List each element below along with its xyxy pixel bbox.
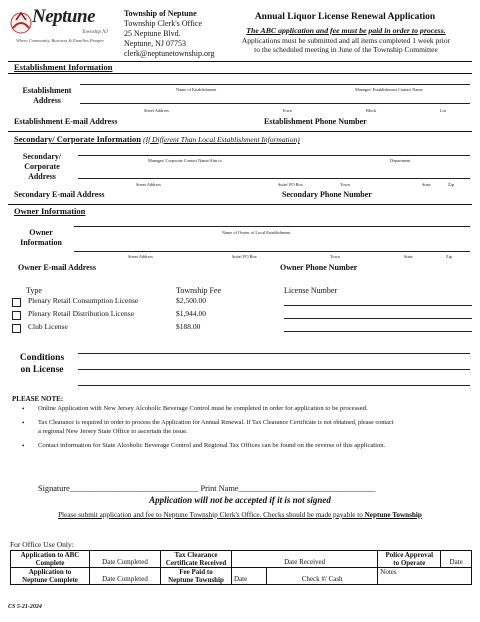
divider <box>8 73 472 74</box>
signature-warning: Application will not be accepted if it is not signed <box>149 495 331 505</box>
street: 25 Neptune Blvd. <box>124 29 181 38</box>
office-cell[interactable]: Date Completed <box>90 568 161 585</box>
office-cell[interactable]: Notes <box>378 568 472 585</box>
sec-address-label: Secondary/ Corporate Address <box>22 152 62 181</box>
owner-street-sublabel: Street Address <box>128 254 153 259</box>
township-logo <box>8 8 120 56</box>
sec-zip-sublabel: Zip <box>448 182 454 187</box>
please-note-heading: PLEASE NOTE: <box>12 395 64 403</box>
office-use-heading: For Office Use Only: <box>10 540 74 549</box>
est-name-field[interactable] <box>80 84 470 85</box>
sec-town-sublabel: Town <box>340 182 350 187</box>
note-item: a regional New Jersey State Office to ascertain the issue. <box>38 428 188 435</box>
owner-zip-sublabel: Zip <box>446 254 452 259</box>
owner-state-sublabel: State <box>404 254 413 259</box>
conditions-line[interactable] <box>78 353 470 354</box>
sec-state-sublabel: State <box>422 182 431 187</box>
office-use-table <box>10 550 472 585</box>
owner-label: Owner Information <box>20 228 62 247</box>
est-name-sublabel: Name of Establishment <box>176 87 217 92</box>
note-item: Online Application with New Jersey Alcoholic Beverage Control must be completed in order for application to be processed. <box>38 405 368 412</box>
est-town-sublabel: Town <box>282 108 292 113</box>
secondary-heading: Secondary/ Corporate Information (If Different Than Local Establishment Information) <box>14 134 300 144</box>
license-fee: $188.00 <box>176 322 201 331</box>
est-email-label: Establishment E-mail Address <box>14 117 118 126</box>
license-fee: $2,500.00 <box>176 296 206 305</box>
office-cell: Application to ABC Complete <box>11 551 90 568</box>
submit-instructions: Please submit application and fee to Neptune Township Clerk's Office. Checks should be made payable to Neptune Township <box>58 511 422 519</box>
license-number-field[interactable] <box>284 305 472 306</box>
office-cell[interactable]: Date Received <box>232 551 378 568</box>
logo-tagline: Where Community, Business & Families Prosper <box>16 38 105 43</box>
est-street-field[interactable] <box>80 103 470 104</box>
divider <box>8 131 472 132</box>
sec-contact-sublabel: Manager/ Corporate Contact Name/Attn to <box>148 158 222 163</box>
logo-sub: Township NJ <box>82 30 108 35</box>
form-subtitle: The ABC application and fee must be paid in order to process. <box>246 26 446 35</box>
divider <box>8 204 472 205</box>
sec-contact-field[interactable] <box>78 155 470 156</box>
est-block-sublabel: Block <box>366 108 377 113</box>
license-checkbox[interactable] <box>12 298 21 307</box>
office-cell: Application to Neptune Complete <box>11 568 90 585</box>
bullet-icon: • <box>22 419 25 427</box>
license-number-field[interactable] <box>284 318 472 319</box>
conditions-line[interactable] <box>78 369 470 370</box>
owner-email-label: Owner E-mail Address <box>18 263 96 272</box>
owner-suite-sublabel: Suite/ PO Box <box>232 254 257 259</box>
township-name: Township of Neptune <box>124 9 197 18</box>
clerk-email[interactable]: clerk@neptunetownship.org <box>124 49 215 58</box>
establishment-heading: Establishment Information <box>14 62 113 72</box>
note-item: Tax Clearance is required in order to process the Application for Annual Renewal. If Tax Clearance Certificate is not obtained, please contact <box>38 419 394 426</box>
bullet-icon: • <box>22 405 25 413</box>
est-phone-label: Establishment Phone Number <box>264 117 367 126</box>
owner-street-field[interactable] <box>74 251 470 252</box>
license-number-header: License Number <box>284 286 338 295</box>
signature-line[interactable]: Signature_______________________________ Print Name_________________________________ <box>38 484 376 493</box>
license-type: Plenary Retail Distribution License <box>28 309 135 318</box>
office-cell[interactable]: Date <box>441 551 472 568</box>
sec-phone-label: Secondary Phone Number <box>282 190 372 199</box>
license-type: Club License <box>28 322 68 331</box>
license-type-header: Type <box>26 286 42 295</box>
owner-phone-label: Owner Phone Number <box>280 263 358 272</box>
est-lot-sublabel: Lot <box>440 108 446 113</box>
sec-department-sublabel: Department <box>390 158 411 163</box>
conditions-line[interactable] <box>78 385 470 386</box>
office-cell: Fee Paid to Neptune Township <box>161 568 232 585</box>
office-cell: Police Approval to Operate <box>378 551 441 568</box>
clerk-office: Township Clerk's Office <box>124 19 203 28</box>
owner-name-field[interactable] <box>74 226 470 227</box>
license-fee-header: Township Fee <box>176 286 221 295</box>
license-checkbox[interactable] <box>12 311 21 320</box>
office-cell[interactable]: Date <box>232 568 267 585</box>
office-cell[interactable]: Check #/ Cash <box>267 568 378 585</box>
deadline-line-1: Applications must be submitted and all items completed 1 week prior <box>241 36 451 45</box>
sec-suite-sublabel: Suite/ PO Box <box>278 182 303 187</box>
city: Neptune, NJ 07753 <box>124 39 186 48</box>
sec-email-label: Secondary E-mail Address <box>14 190 105 199</box>
form-title: Annual Liquor License Renewal Application <box>254 12 436 22</box>
sec-street-sublabel: Street Address <box>136 182 161 187</box>
owner-name-sublabel: Name of Owner of Local Establishment <box>222 230 291 235</box>
note-item: Contact information for State Alcoholic Beverage Control and Regional Tax Offices can be found on the reverse of this application. <box>38 442 386 449</box>
conditions-label: Conditions on License <box>19 353 65 375</box>
township-address <box>124 9 215 59</box>
owner-heading: Owner Information <box>14 206 86 216</box>
deadline-line-2: to the scheduled meeting in June of the Township Committee <box>254 45 438 54</box>
license-type: Plenary Retail Consumption License <box>28 296 139 305</box>
logo-emblem-icon <box>10 10 32 36</box>
est-street-sublabel: Street Address <box>144 108 169 113</box>
logo-wordmark: Neptune <box>32 6 95 27</box>
sec-street-field[interactable] <box>78 178 470 179</box>
office-cell[interactable]: Date Completed <box>90 551 161 568</box>
license-number-field[interactable] <box>284 331 472 332</box>
bullet-icon: • <box>22 442 25 450</box>
est-address-label: Establishment Address <box>22 86 72 105</box>
owner-town-sublabel: Town <box>330 254 340 259</box>
office-cell: Tax Clearance Certificate Received <box>161 551 232 568</box>
license-checkbox[interactable] <box>12 324 21 333</box>
form-revision: CS 5-21-2024 <box>8 604 42 610</box>
est-manager-sublabel: Manager/ Establishment Contact Name <box>355 87 423 92</box>
license-fee: $1,944.00 <box>176 309 206 318</box>
